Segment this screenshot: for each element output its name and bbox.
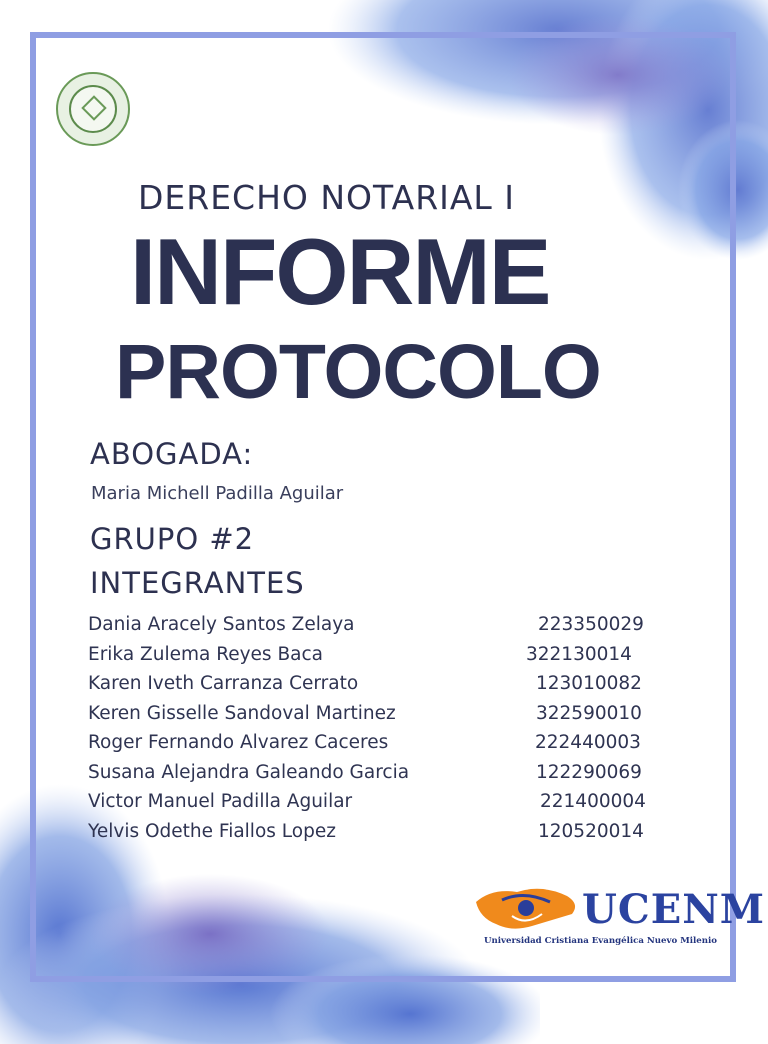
member-row (88, 732, 658, 762)
member-name: Keren Gisselle Sandoval Martinez (88, 702, 396, 724)
map-emblem-icon (472, 880, 582, 940)
member-name: Dania Aracely Santos Zelaya (88, 614, 355, 635)
member-id: 322130014 (526, 643, 632, 665)
university-logo (472, 878, 766, 956)
members-list (88, 614, 658, 850)
member-row (88, 614, 658, 644)
member-name: Erika Zulema Reyes Baca (88, 643, 323, 665)
member-row (88, 703, 658, 733)
member-name: Roger Fernando Alvarez Caceres (88, 732, 389, 753)
member-row (88, 762, 658, 792)
member-name: Karen Iveth Carranza Cerrato (88, 673, 359, 694)
title-line-2: PROTOCOLO (115, 329, 601, 415)
member-row (88, 791, 658, 821)
member-id: 122290069 (536, 761, 642, 783)
member-id: 221400004 (540, 791, 646, 812)
seal-triangle-icon (81, 95, 106, 120)
title-line-1: INFORME (130, 219, 550, 324)
logo-name: UCENM (582, 886, 766, 933)
seal-emblem (56, 72, 130, 146)
logo-subtitle: Universidad Cristiana Evangélica Nuevo Milenio (484, 936, 717, 946)
member-row (88, 821, 658, 851)
abogada-label: ABOGADA: (90, 437, 254, 471)
member-id: 223350029 (538, 614, 644, 635)
member-id: 123010082 (536, 673, 642, 694)
member-name: Victor Manuel Padilla Aguilar (88, 791, 353, 812)
member-name: Yelvis Odethe Fiallos Lopez (88, 820, 336, 842)
group-label: GRUPO #2 (90, 522, 255, 556)
member-name: Susana Alejandra Galeando Garcia (88, 761, 410, 783)
member-row (88, 644, 658, 674)
member-row (88, 673, 658, 703)
seal-inner-ring (69, 85, 117, 133)
integrantes-label: INTEGRANTES (90, 566, 305, 600)
course-subject: DERECHO NOTARIAL I (138, 178, 516, 217)
member-id: 120520014 (538, 820, 644, 842)
abogada-name: Maria Michell Padilla Aguilar (91, 483, 344, 504)
member-id: 222440003 (535, 732, 641, 753)
member-id: 322590010 (536, 702, 642, 724)
